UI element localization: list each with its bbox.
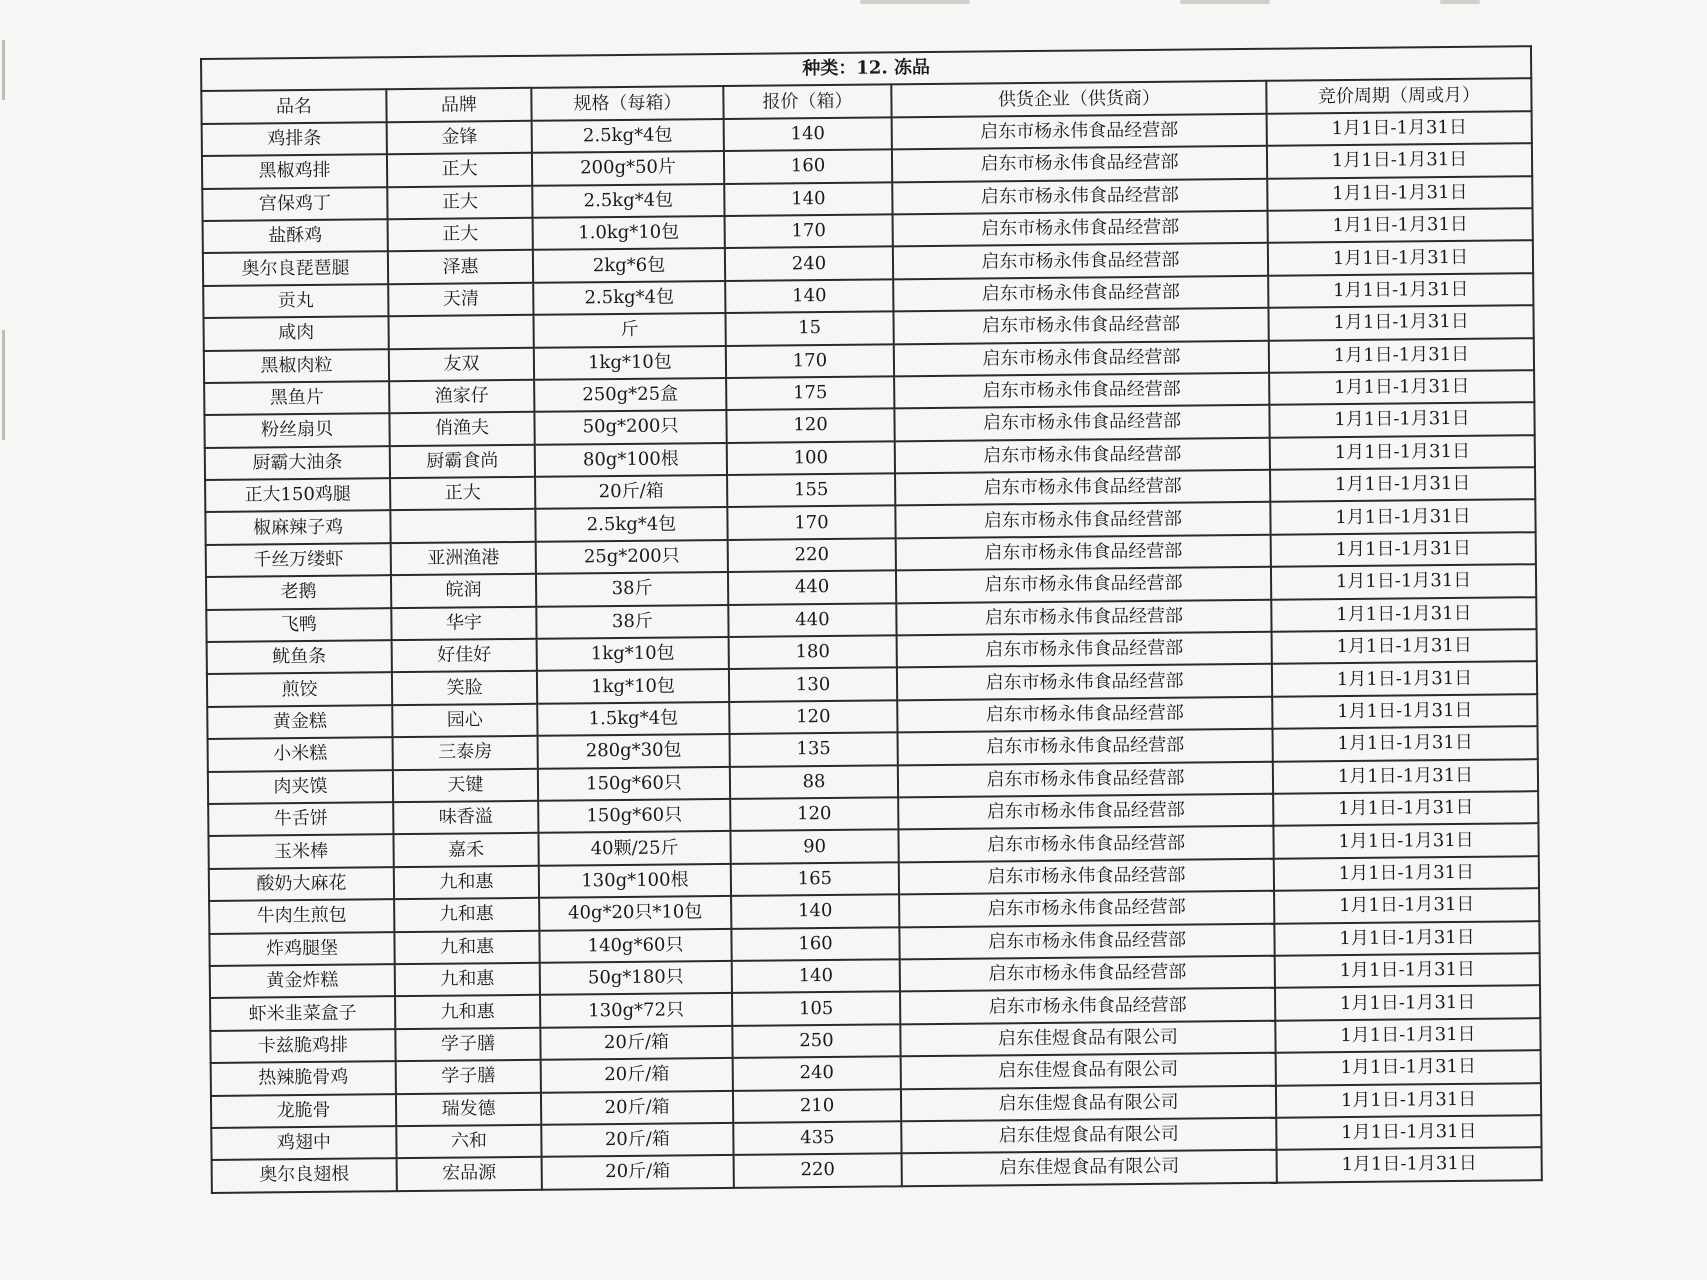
cell-spec: 40g*20只*10包 <box>539 896 731 930</box>
cell-supplier: 启东市杨永伟食品经营部 <box>900 956 1275 992</box>
cell-name: 玉米棒 <box>208 835 393 869</box>
cell-brand: 厨霸食尚 <box>390 444 535 478</box>
cell-supplier: 启东佳煜食品有限公司 <box>900 1020 1275 1056</box>
cell-brand: 华宇 <box>391 606 536 640</box>
cell-name: 肉夹馍 <box>208 770 393 804</box>
cell-spec: 20斤/箱 <box>541 1123 733 1157</box>
cell-price: 135 <box>730 733 898 767</box>
cell-brand: 学子膳 <box>396 1060 541 1094</box>
cell-supplier: 启东市杨永伟食品经营部 <box>898 729 1273 765</box>
cell-spec: 38斤 <box>536 572 728 606</box>
cell-period: 1月1日-1月31日 <box>1270 500 1535 535</box>
cell-spec: 38斤 <box>536 605 728 639</box>
cell-price: 210 <box>733 1089 901 1123</box>
cell-price: 435 <box>733 1121 901 1155</box>
cell-price: 250 <box>732 1024 900 1058</box>
cell-spec: 2.5kg*4包 <box>532 184 724 218</box>
cell-brand: 九和惠 <box>394 866 539 900</box>
cell-period: 1月1日-1月31日 <box>1272 694 1537 729</box>
cell-supplier: 启东市杨永伟食品经营部 <box>892 114 1267 150</box>
cell-price: 240 <box>725 247 893 281</box>
cell-period: 1月1日-1月31日 <box>1272 726 1537 761</box>
cell-spec: 20斤/箱 <box>542 1155 734 1189</box>
cell-supplier: 启东市杨永伟食品经营部 <box>892 146 1267 182</box>
cell-name: 咸肉 <box>203 316 388 350</box>
cell-spec: 280g*30包 <box>538 734 730 768</box>
cell-brand: 三泰房 <box>393 736 538 770</box>
cell-period: 1月1日-1月31日 <box>1270 435 1535 470</box>
column-header-period: 竞价周期（周或月） <box>1266 79 1531 114</box>
cell-spec: 250g*25盒 <box>534 378 726 412</box>
cell-supplier: 启东市杨永伟食品经营部 <box>895 502 1270 538</box>
cell-period: 1月1日-1月31日 <box>1275 1018 1540 1053</box>
cell-name: 盐酥鸡 <box>203 219 388 253</box>
cell-price: 220 <box>734 1154 902 1188</box>
cell-spec: 20斤/箱 <box>540 1026 732 1060</box>
cell-spec: 140g*60只 <box>539 928 731 962</box>
cell-name: 黄金炸糕 <box>210 964 395 998</box>
cell-price: 140 <box>724 117 892 151</box>
cell-supplier: 启东市杨永伟食品经营部 <box>895 437 1270 473</box>
cell-spec: 150g*60只 <box>538 767 730 801</box>
cell-supplier: 启东市杨永伟食品经营部 <box>894 405 1269 441</box>
cell-brand: 笑脸 <box>392 671 537 705</box>
cell-name: 黄金糕 <box>207 705 392 739</box>
cell-spec: 20斤/箱 <box>535 475 727 509</box>
cell-name: 黑鱼片 <box>204 381 389 415</box>
top-edge-mark <box>860 0 970 4</box>
cell-period: 1月1日-1月31日 <box>1273 759 1538 794</box>
column-header-brand: 品牌 <box>386 88 531 122</box>
cell-name: 贡丸 <box>203 284 388 318</box>
cell-supplier: 启东市杨永伟食品经营部 <box>893 211 1268 247</box>
cell-supplier: 启东市杨永伟食品经营部 <box>897 697 1272 733</box>
cell-brand: 天清 <box>388 283 533 317</box>
cell-supplier: 启东市杨永伟食品经营部 <box>894 373 1269 409</box>
cell-price: 105 <box>732 992 900 1026</box>
cell-supplier: 启东佳煜食品有限公司 <box>902 1150 1277 1186</box>
cell-price: 140 <box>732 959 900 993</box>
cell-brand: 九和惠 <box>394 898 539 932</box>
cell-brand: 味香溢 <box>393 801 538 835</box>
cell-supplier: 启东市杨永伟食品经营部 <box>898 794 1273 830</box>
cell-name: 千丝万缕虾 <box>206 543 391 577</box>
cell-period: 1月1日-1月31日 <box>1268 208 1533 243</box>
cell-supplier: 启东佳煜食品有限公司 <box>901 1118 1276 1154</box>
cell-supplier: 启东佳煜食品有限公司 <box>901 1053 1276 1089</box>
cell-supplier: 启东市杨永伟食品经营部 <box>897 664 1272 700</box>
price-table <box>200 45 1543 1193</box>
cell-spec: 1kg*10包 <box>537 669 729 703</box>
cell-brand: 友双 <box>389 347 534 381</box>
cell-price: 440 <box>728 603 896 637</box>
cell-name: 正大150鸡腿 <box>205 478 390 512</box>
cell-spec: 80g*100根 <box>535 443 727 477</box>
cell-price: 165 <box>731 862 899 896</box>
cell-name: 虾米韭菜盒子 <box>210 996 395 1030</box>
cell-period: 1月1日-1月31日 <box>1267 176 1532 211</box>
cell-period: 1月1日-1月31日 <box>1268 273 1533 308</box>
cell-price: 175 <box>726 376 894 410</box>
cell-price: 180 <box>729 635 897 669</box>
cell-period: 1月1日-1月31日 <box>1275 986 1540 1021</box>
cell-spec: 50g*200只 <box>534 410 726 444</box>
cell-name: 鸡翅中 <box>211 1126 396 1160</box>
cell-price: 120 <box>726 409 894 443</box>
cell-name: 厨霸大油条 <box>205 446 390 480</box>
cell-period: 1月1日-1月31日 <box>1274 921 1539 956</box>
cell-spec: 2kg*6包 <box>533 248 725 282</box>
cell-supplier: 启东市杨永伟食品经营部 <box>898 826 1273 862</box>
cell-period: 1月1日-1月31日 <box>1277 1147 1542 1182</box>
cell-supplier: 启东市杨永伟食品经营部 <box>896 599 1271 635</box>
cell-price: 170 <box>725 214 893 248</box>
cell-spec: 40颗/25斤 <box>538 831 730 865</box>
cell-price: 140 <box>731 894 899 928</box>
cell-name: 老鹅 <box>206 575 391 609</box>
cell-period: 1月1日-1月31日 <box>1272 662 1537 697</box>
cell-supplier: 启东市杨永伟食品经营部 <box>894 340 1269 376</box>
cell-brand: 学子膳 <box>395 1027 540 1061</box>
cell-price: 160 <box>724 150 892 184</box>
cell-brand: 正大 <box>390 477 535 511</box>
cell-brand: 俏渔夫 <box>389 412 534 446</box>
cell-brand: 瑞发德 <box>396 1092 541 1126</box>
cell-supplier: 启东市杨永伟食品经营部 <box>896 567 1271 603</box>
cell-brand: 亚洲渔港 <box>391 542 536 576</box>
cell-name: 卡兹脆鸡排 <box>210 1029 395 1063</box>
cell-name: 酸奶大麻花 <box>209 867 394 901</box>
cell-supplier: 启东市杨永伟食品经营部 <box>899 923 1274 959</box>
cell-name: 炸鸡腿堡 <box>209 932 394 966</box>
cell-price: 220 <box>728 538 896 572</box>
cell-spec: 200g*50片 <box>532 151 724 185</box>
category-title: 种类：12. 冻品 <box>201 46 1531 91</box>
cell-brand: 宏品源 <box>397 1157 542 1191</box>
cell-name: 粉丝扇贝 <box>204 413 389 447</box>
cell-supplier: 启东市杨永伟食品经营部 <box>896 535 1271 571</box>
cell-price: 170 <box>726 344 894 378</box>
cell-spec: 2.5kg*4包 <box>535 507 727 541</box>
cell-name: 鱿鱼条 <box>207 640 392 674</box>
cell-price: 140 <box>724 182 892 216</box>
cell-spec: 1.0kg*10包 <box>533 216 725 250</box>
cell-brand: 九和惠 <box>395 963 540 997</box>
cell-supplier: 启东市杨永伟食品经营部 <box>899 891 1274 927</box>
cell-brand: 嘉禾 <box>393 833 538 867</box>
cell-name: 奥尔良琵琶腿 <box>203 252 388 286</box>
cell-name: 椒麻辣子鸡 <box>205 511 390 545</box>
cell-price: 130 <box>729 668 897 702</box>
cell-supplier: 启东佳煜食品有限公司 <box>901 1085 1276 1121</box>
cell-period: 1月1日-1月31日 <box>1268 305 1533 340</box>
cell-supplier: 启东市杨永伟食品经营部 <box>900 988 1275 1024</box>
cell-spec: 25g*200只 <box>536 540 728 574</box>
cell-spec: 20斤/箱 <box>541 1058 733 1092</box>
cell-name: 奥尔良翅根 <box>212 1158 397 1192</box>
cell-price: 120 <box>729 700 897 734</box>
cell-period: 1月1日-1月31日 <box>1272 629 1537 664</box>
cell-period: 1月1日-1月31日 <box>1269 338 1534 373</box>
cell-brand: 天键 <box>393 768 538 802</box>
cell-spec: 2.5kg*4包 <box>532 119 724 153</box>
cell-name: 牛舌饼 <box>208 802 393 836</box>
cell-period: 1月1日-1月31日 <box>1275 953 1540 988</box>
cell-spec: 1.5kg*4包 <box>537 702 729 736</box>
cell-spec: 150g*60只 <box>538 799 730 833</box>
cell-name: 鸡排条 <box>202 122 387 156</box>
column-header-supplier: 供货企业（供货商） <box>891 81 1266 117</box>
cell-period: 1月1日-1月31日 <box>1271 597 1536 632</box>
cell-period: 1月1日-1月31日 <box>1267 111 1532 146</box>
cell-spec: 50g*180只 <box>540 961 732 995</box>
cell-brand: 园心 <box>392 704 537 738</box>
top-edge-mark <box>1440 0 1480 4</box>
cell-supplier: 启东市杨永伟食品经营部 <box>893 308 1268 344</box>
cell-period: 1月1日-1月31日 <box>1269 370 1534 405</box>
cell-name: 黑椒鸡排 <box>202 154 387 188</box>
cell-brand: 正大 <box>387 185 532 219</box>
cell-price: 15 <box>725 311 893 345</box>
cell-supplier: 启东市杨永伟食品经营部 <box>892 178 1267 214</box>
cell-brand: 好佳好 <box>392 639 537 673</box>
cell-brand <box>388 315 533 349</box>
cell-name: 热辣脆骨鸡 <box>211 1061 396 1095</box>
cell-price: 155 <box>727 473 895 507</box>
cell-period: 1月1日-1月31日 <box>1270 467 1535 502</box>
cell-period: 1月1日-1月31日 <box>1276 1115 1541 1150</box>
cell-period: 1月1日-1月31日 <box>1267 143 1532 178</box>
cell-brand: 正大 <box>388 218 533 252</box>
cell-brand: 金锋 <box>387 121 532 155</box>
cell-name: 小米糕 <box>208 737 393 771</box>
cell-period: 1月1日-1月31日 <box>1274 856 1539 891</box>
cell-price: 90 <box>730 830 898 864</box>
cell-name: 飞鸭 <box>206 608 391 642</box>
cell-period: 1月1日-1月31日 <box>1271 532 1536 567</box>
cell-brand: 九和惠 <box>395 995 540 1029</box>
cell-price: 100 <box>727 441 895 475</box>
cell-period: 1月1日-1月31日 <box>1273 824 1538 859</box>
cell-price: 170 <box>727 506 895 540</box>
column-header-name: 品名 <box>201 90 386 124</box>
cell-price: 120 <box>730 797 898 831</box>
cell-period: 1月1日-1月31日 <box>1269 403 1534 438</box>
top-edge-mark <box>1180 0 1270 4</box>
cell-spec: 130g*100根 <box>539 864 731 898</box>
left-edge-shadow <box>2 330 5 440</box>
cell-brand: 泽惠 <box>388 250 533 284</box>
cell-period: 1月1日-1月31日 <box>1268 241 1533 276</box>
cell-spec: 2.5kg*4包 <box>533 281 725 315</box>
cell-brand: 九和惠 <box>394 930 539 964</box>
cell-spec: 20斤/箱 <box>541 1090 733 1124</box>
cell-name: 宫保鸡丁 <box>202 187 387 221</box>
cell-name: 牛肉生煎包 <box>209 899 394 933</box>
cell-price: 88 <box>730 765 898 799</box>
cell-period: 1月1日-1月31日 <box>1276 1050 1541 1085</box>
cell-spec: 130g*72只 <box>540 993 732 1027</box>
cell-period: 1月1日-1月31日 <box>1276 1083 1541 1118</box>
column-header-price: 报价（箱） <box>723 85 891 119</box>
cell-spec: 斤 <box>533 313 725 347</box>
cell-supplier: 启东市杨永伟食品经营部 <box>895 470 1270 506</box>
cell-supplier: 启东市杨永伟食品经营部 <box>893 275 1268 311</box>
cell-brand: 皖润 <box>391 574 536 608</box>
cell-price: 240 <box>733 1056 901 1090</box>
cell-period: 1月1日-1月31日 <box>1271 564 1536 599</box>
cell-brand: 六和 <box>396 1125 541 1159</box>
cell-brand: 正大 <box>387 153 532 187</box>
cell-name: 煎饺 <box>207 673 392 707</box>
cell-supplier: 启东市杨永伟食品经营部 <box>899 858 1274 894</box>
cell-supplier: 启东市杨永伟食品经营部 <box>898 761 1273 797</box>
cell-supplier: 启东市杨永伟食品经营部 <box>893 243 1268 279</box>
left-edge-shadow <box>2 40 5 100</box>
cell-name: 黑椒肉粒 <box>204 349 389 383</box>
cell-name: 龙脆骨 <box>211 1094 396 1128</box>
cell-period: 1月1日-1月31日 <box>1273 791 1538 826</box>
column-header-spec: 规格（每箱） <box>531 86 723 120</box>
cell-price: 140 <box>725 279 893 313</box>
cell-supplier: 启东市杨永伟食品经营部 <box>897 632 1272 668</box>
table-body <box>202 111 1542 1193</box>
cell-brand <box>390 509 535 543</box>
cell-price: 160 <box>731 927 899 961</box>
cell-spec: 1kg*10包 <box>537 637 729 671</box>
cell-brand: 渔家仔 <box>389 380 534 414</box>
cell-spec: 1kg*10包 <box>534 345 726 379</box>
cell-period: 1月1日-1月31日 <box>1274 888 1539 923</box>
cell-price: 440 <box>728 571 896 605</box>
